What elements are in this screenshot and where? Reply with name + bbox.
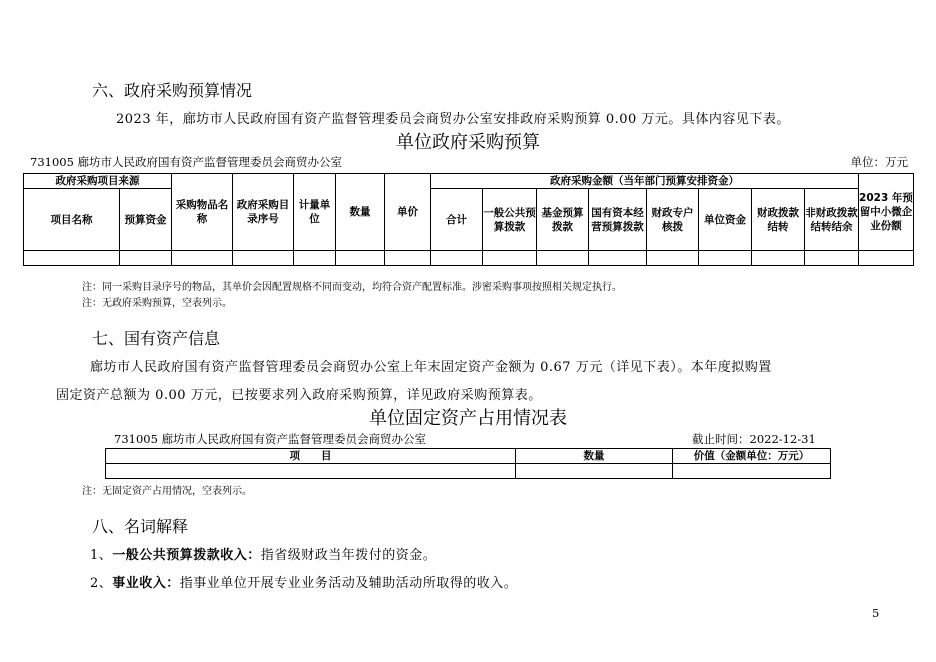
fixed-assets-item-header: 项 目 <box>106 449 516 464</box>
catalog-number-header: 政府采购目录序号 <box>233 174 294 251</box>
procurement-source-group-header: 政府采购项目来源 <box>24 174 172 189</box>
general-budget-header: 一般公共预算拨款 <box>483 189 537 251</box>
unit-price-header: 单价 <box>385 174 431 251</box>
section-seven-paragraph-line1: 廊坊市人民政府国有资产监督管理委员会商贸办公室上年末固定资产金额为 0.67 万元（详见下表）。本年度拟购置 <box>90 360 772 375</box>
glossary-term: 事业收入： <box>112 576 180 591</box>
fixed-assets-value-header: 价值（金额单位：万元） <box>673 449 831 464</box>
section-seven-heading: 七、国有资产信息 <box>92 329 221 348</box>
fixed-assets-table <box>105 448 831 479</box>
page-number: 5 <box>872 606 880 620</box>
fixed-assets-table-title: 单位固定资产占用情况表 <box>369 408 567 429</box>
procurement-budget-table <box>23 173 914 266</box>
budget-funds-header: 预算资金 <box>120 189 172 251</box>
sme-share-header: 2023 年预留中小微企业份额 <box>859 174 914 251</box>
state-capital-header: 国有资本经营预算拨款 <box>589 189 647 251</box>
section-seven-paragraph-line2: 固定资产总额为 0.00 万元，已按要求列入政府采购预算，详见政府采购预算表。 <box>56 388 542 403</box>
table-row <box>106 464 831 479</box>
non-fiscal-carryover-header: 非财政拨款结转结余 <box>805 189 859 251</box>
section-eight-heading: 八、名词解释 <box>92 517 189 536</box>
section-six-paragraph: 2023 年，廊坊市人民政府国有资产监督管理委员会商贸办公室安排政府采购预算 0.00 万元。具体内容见下表。 <box>116 112 790 127</box>
procurement-note-1: 注：同一采购目录序号的物品，其单价会因配置规格不同而变动，均符合资产配置标准。涉密采购事项按照相关规定执行。 <box>82 282 622 293</box>
procurement-amount-group-header: 政府采购金额（当年部门预算安排资金） <box>431 174 859 189</box>
glossary-definition: 指省级财政当年拨付的资金。 <box>260 548 437 563</box>
item-name-header: 项目名称 <box>24 189 120 251</box>
glossary-item-number: 2、 <box>90 576 113 591</box>
procurement-unit-label: 单位：万元 <box>850 155 908 169</box>
quantity-header: 数量 <box>336 174 385 251</box>
table-row <box>24 251 914 266</box>
carryover-header: 财政拨款结转 <box>752 189 805 251</box>
fixed-assets-unit-name: 731005 廊坊市人民政府国有资产监督管理委员会商贸办公室 <box>114 432 427 446</box>
total-header: 合计 <box>431 189 483 251</box>
goods-name-header: 采购物品名称 <box>172 174 233 251</box>
fund-budget-header: 基金预算拨款 <box>537 189 589 251</box>
glossary-item <box>90 572 517 591</box>
glossary-term: 一般公共预算拨款收入： <box>112 548 261 563</box>
glossary-definition: 指事业单位开展专业业务活动及辅助活动所取得的收入。 <box>179 576 518 591</box>
special-account-header: 财政专户核拨 <box>647 189 699 251</box>
procurement-note-2: 注：无政府采购预算，空表列示。 <box>82 298 232 309</box>
fixed-assets-note: 注：无固定资产占用情况，空表列示。 <box>82 486 252 497</box>
fixed-assets-deadline: 截止时间：2022-12-31 <box>692 432 816 446</box>
unit-of-measure-header: 计量单位 <box>294 174 336 251</box>
glossary-item-number: 1、 <box>90 548 113 563</box>
procurement-unit-name: 731005 廊坊市人民政府国有资产监督管理委员会商贸办公室 <box>30 155 343 169</box>
fixed-assets-quantity-header: 数量 <box>516 449 673 464</box>
section-six-heading: 六、政府采购预算情况 <box>92 81 253 100</box>
unit-funds-header: 单位资金 <box>699 189 752 251</box>
procurement-table-title: 单位政府采购预算 <box>396 132 540 153</box>
glossary-item <box>90 544 436 563</box>
